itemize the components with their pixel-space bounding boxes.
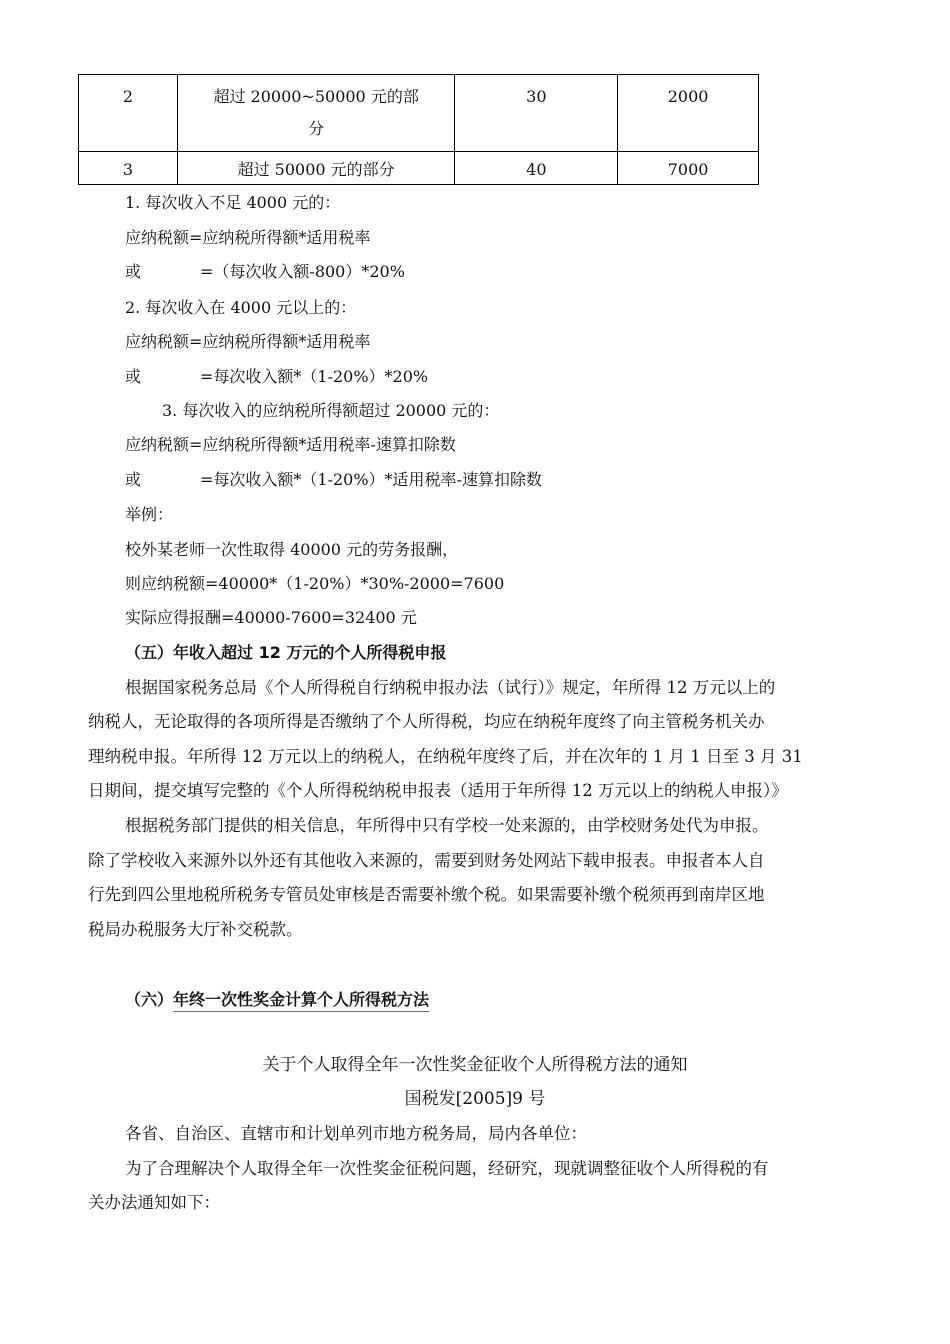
notice-number: 国税发[2005]9 号 bbox=[404, 1089, 546, 1109]
range-line: 超过 20000~50000 元的部 bbox=[213, 87, 419, 106]
level-cell: 3 bbox=[79, 152, 178, 185]
case2-alt-prefix: 或 bbox=[125, 367, 142, 386]
case3-alt: =每次收入额*（1-20%）*适用税率-速算扣除数 bbox=[200, 470, 542, 489]
paragraph-line: 日期间，提交填写完整的《个人所得税纳税申报表（适用于年所得 12 万元以上的纳税人申报）》 bbox=[88, 781, 788, 800]
case1-title: 1. 每次收入不足 4000 元的： bbox=[125, 193, 341, 212]
paragraph-line: 根据税务部门提供的相关信息，年所得中只有学校一处来源的，由学校财务处代为申报。 bbox=[125, 816, 769, 835]
table-row bbox=[79, 152, 759, 185]
range-line: 分 bbox=[308, 119, 325, 138]
paragraph-line: 税局办税服务大厅补交税款。 bbox=[88, 920, 303, 939]
section6-heading-prefix: （六） bbox=[125, 990, 174, 1009]
case1-alt: =（每次收入额-800）*20% bbox=[200, 262, 405, 281]
case1-alt-prefix: 或 bbox=[125, 262, 142, 281]
case2-alt: =每次收入额*（1-20%）*20% bbox=[200, 367, 429, 386]
paragraph-line: 关办法通知如下： bbox=[88, 1193, 220, 1212]
case1-formula: 应纳税额=应纳税所得额*适用税率 bbox=[125, 228, 371, 247]
case3-alt-prefix: 或 bbox=[125, 470, 142, 489]
case2-formula: 应纳税额=应纳税所得额*适用税率 bbox=[125, 332, 371, 351]
case2-title: 2. 每次收入在 4000 元以上的： bbox=[125, 298, 357, 317]
deduction-cell: 2000 bbox=[618, 75, 759, 152]
paragraph-line: 纳税人，无论取得的各项所得是否缴纳了个人所得税，均应在纳税年度终了向主管税务机关办 bbox=[88, 712, 765, 731]
section6-heading bbox=[125, 988, 429, 1012]
example-line: 校外某老师一次性取得 40000 元的劳务报酬， bbox=[125, 540, 459, 559]
table-row bbox=[79, 75, 759, 152]
notice-title: 关于个人取得全年一次性奖金征收个人所得税方法的通知 bbox=[262, 1055, 688, 1075]
paragraph-line: 为了合理解决个人取得全年一次性奖金征税问题，经研究，现就调整征收个人所得税的有 bbox=[125, 1159, 769, 1178]
paragraph-line: 行先到四公里地税所税务专管员处审核是否需要补缴个税。如果需要补缴个税须再到南岸区地 bbox=[88, 885, 765, 904]
rate-cell: 40 bbox=[455, 152, 618, 185]
deduction-cell: 7000 bbox=[618, 152, 759, 185]
range-cell: 超过 50000 元的部分 bbox=[177, 152, 455, 185]
rate-cell: 30 bbox=[455, 75, 618, 152]
case3-formula: 应纳税额=应纳税所得额*适用税率-速算扣除数 bbox=[125, 435, 456, 454]
level-cell: 2 bbox=[79, 75, 178, 152]
example-line: 实际应得报酬=40000-7600=32400 元 bbox=[125, 608, 417, 627]
section6-heading-title: 年终一次性奖金计算个人所得税方法 bbox=[173, 990, 429, 1012]
case3-title: 3. 每次收入的应纳税所得额超过 20000 元的： bbox=[162, 401, 500, 420]
tax-bracket-table bbox=[78, 74, 759, 185]
example-line: 则应纳税额=40000*（1-20%）*30%-2000=7600 bbox=[125, 574, 505, 593]
example-title: 举例： bbox=[125, 505, 174, 524]
section5-heading: （五）年收入超过 12 万元的个人所得税申报 bbox=[125, 643, 447, 662]
addressee: 各省、自治区、直辖市和计划单列市地方税务局，局内各单位： bbox=[125, 1124, 587, 1143]
range-cell bbox=[177, 75, 455, 152]
paragraph-line: 除了学校收入来源外以外还有其他收入来源的，需要到财务处网站下载申报表。申报者本人自 bbox=[88, 851, 765, 870]
paragraph-line: 理纳税申报。年所得 12 万元以上的纳税人，在纳税年度终了后，并在次年的 1 月 1 日至 3 月 31 bbox=[88, 747, 803, 766]
paragraph-line: 根据国家税务总局《个人所得税自行纳税申报办法（试行）》规定，年所得 12 万元以上的 bbox=[125, 678, 776, 697]
